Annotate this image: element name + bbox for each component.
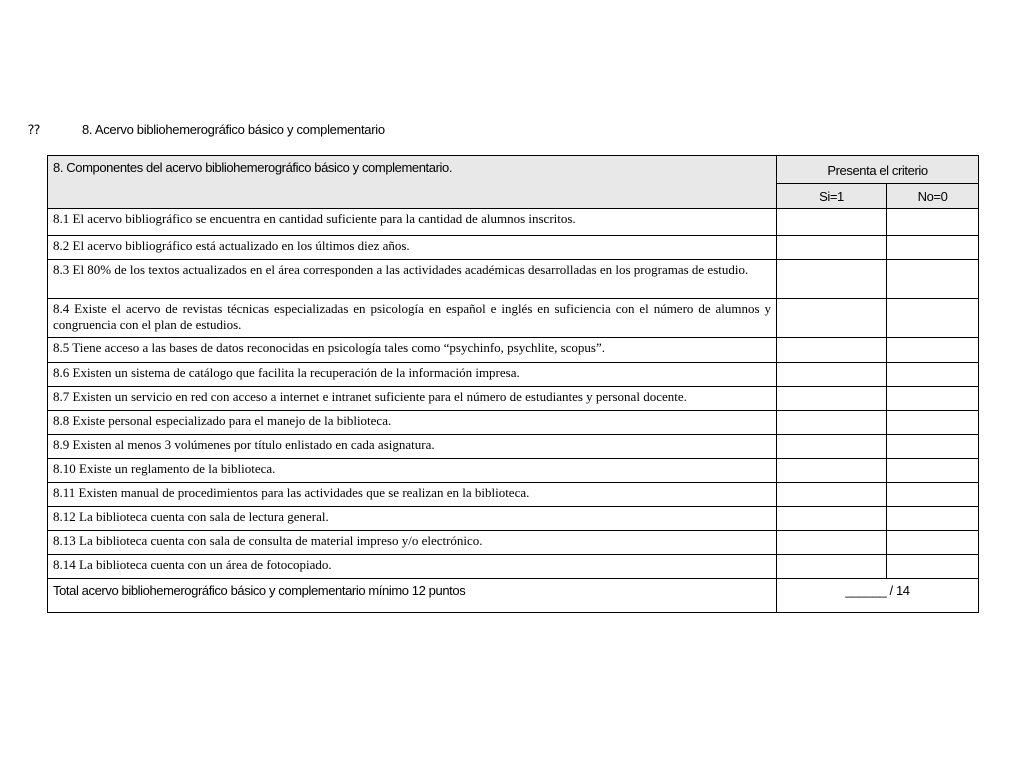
table-row [48,299,979,338]
yes-cell[interactable] [777,260,887,299]
criterion-text: 8.9 Existen al menos 3 volúmenes por título enlistado en cada asignatura. [48,435,777,459]
no-cell[interactable] [887,435,979,459]
table-row [48,507,979,531]
no-cell[interactable] [887,260,979,299]
table-row [48,387,979,411]
yes-cell[interactable] [777,435,887,459]
no-cell[interactable] [887,507,979,531]
no-cell[interactable] [887,209,979,236]
yes-cell[interactable] [777,531,887,555]
yes-cell[interactable] [777,209,887,236]
no-cell[interactable] [887,459,979,483]
table-row [48,555,979,579]
criterion-text: 8.4 Existe el acervo de revistas técnicas especializadas en psicología en español e inglés en suficiencia con el número de alumnos y congruencia con el plan de estudios. [48,299,777,338]
no-cell[interactable] [887,338,979,363]
table-header-title: 8. Componentes del acervo bibliohemerográfico básico y complementario. [48,156,777,209]
table-row [48,483,979,507]
criteria-table [47,155,979,613]
no-cell[interactable] [887,299,979,338]
criterion-text: 8.6 Existen un sistema de catálogo que facilita la recuperación de la información impresa. [48,363,777,387]
criterion-text: 8.1 El acervo bibliográfico se encuentra en cantidad suficiente para la cantidad de alumnos inscritos. [48,209,777,236]
criterion-text: 8.14 La biblioteca cuenta con un área de fotocopiado. [48,555,777,579]
table-row [48,209,979,236]
yes-cell[interactable] [777,459,887,483]
yes-cell[interactable] [777,299,887,338]
criterion-text: 8.2 El acervo bibliográfico está actualizado en los últimos diez años. [48,236,777,260]
criterion-text: 8.7 Existen un servicio en red con acceso a internet e intranet suficiente para el número de estudiantes y personal docente. [48,387,777,411]
yes-column-header: Si=1 [777,184,887,209]
yes-cell[interactable] [777,483,887,507]
no-cell[interactable] [887,236,979,260]
criterion-text: 8.12 La biblioteca cuenta con sala de lectura general. [48,507,777,531]
table-row [48,411,979,435]
yes-cell[interactable] [777,387,887,411]
yes-cell[interactable] [777,363,887,387]
table-row [48,363,979,387]
no-cell[interactable] [887,411,979,435]
table-row [48,459,979,483]
criterion-text: 8.13 La biblioteca cuenta con sala de consulta de material impreso y/o electrónico. [48,531,777,555]
no-cell[interactable] [887,363,979,387]
table-row [48,338,979,363]
yes-cell[interactable] [777,236,887,260]
criterion-text: 8.8 Existe personal especializado para el manejo de la biblioteca. [48,411,777,435]
criterion-text: 8.5 Tiene acceso a las bases de datos reconocidas en psicología tales como “psychinfo, psychlite, scopus”. [48,338,777,363]
no-column-header: No=0 [887,184,979,209]
total-score: ______ / 14 [777,579,979,613]
no-cell[interactable] [887,531,979,555]
yes-cell[interactable] [777,411,887,435]
no-cell[interactable] [887,555,979,579]
table-row [48,435,979,459]
criterion-header: Presenta el criterio [777,156,979,184]
total-row [48,579,979,613]
yes-cell[interactable] [777,507,887,531]
no-cell[interactable] [887,483,979,507]
no-cell[interactable] [887,387,979,411]
table-row [48,236,979,260]
criterion-text: 8.11 Existen manual de procedimientos para las actividades que se realizan en la biblioteca. [48,483,777,507]
yes-cell[interactable] [777,338,887,363]
criterion-text: 8.3 El 80% de los textos actualizados en el área corresponden a las actividades académicas desarrolladas en los programas de estudio. [48,260,777,299]
bullet-glyph: ⁇ [28,122,40,137]
yes-cell[interactable] [777,555,887,579]
total-label: Total acervo bibliohemerográfico básico y complementario mínimo 12 puntos [48,579,777,613]
table-row [48,531,979,555]
table-row [48,260,979,299]
criterion-text: 8.10 Existe un reglamento de la biblioteca. [48,459,777,483]
section-title: 8. Acervo bibliohemerográfico básico y complementario [82,122,385,137]
